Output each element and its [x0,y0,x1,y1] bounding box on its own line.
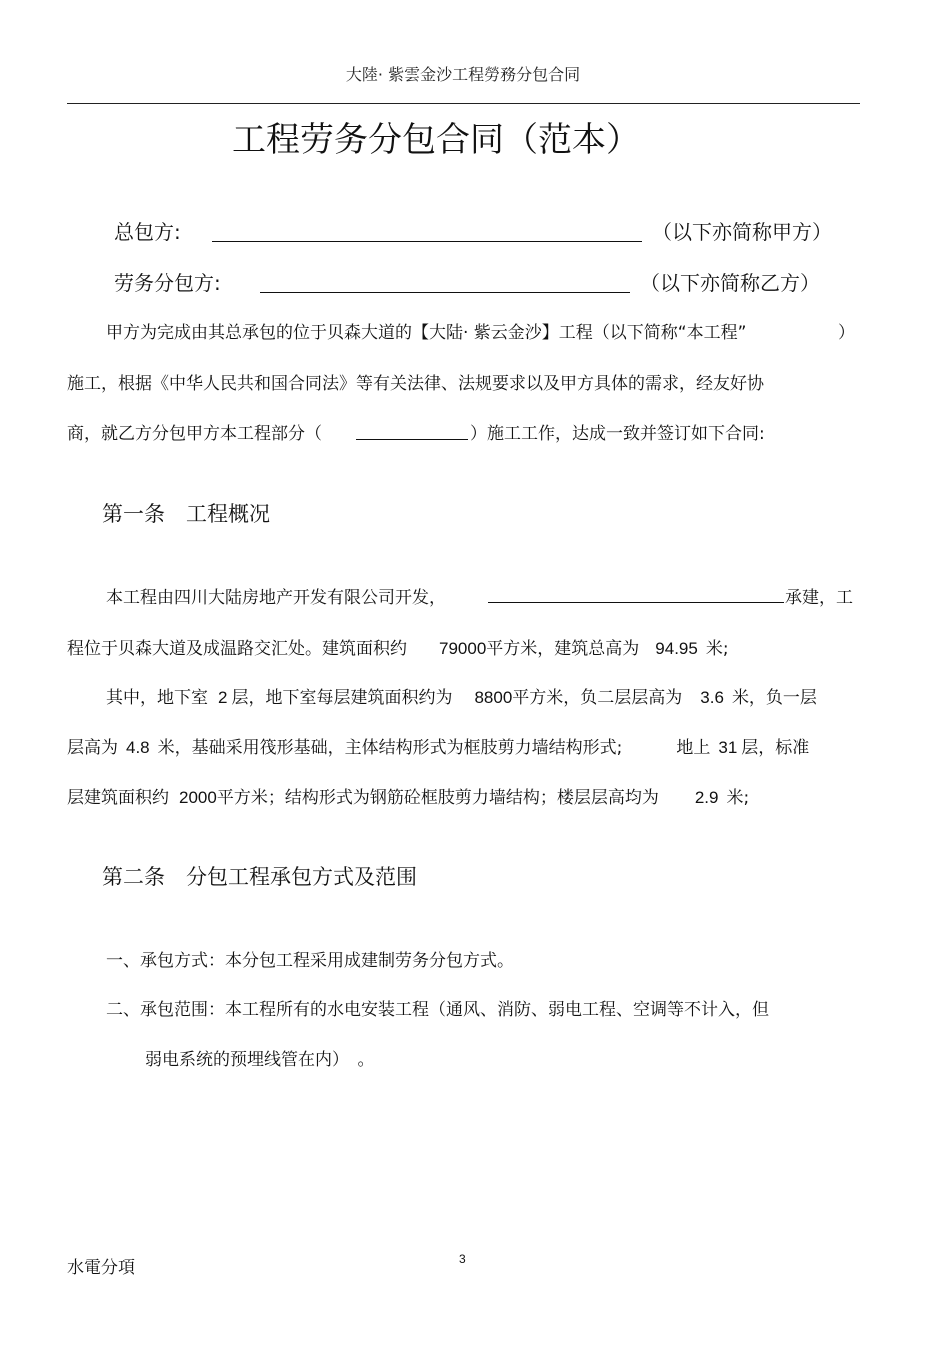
builder-field[interactable] [488,584,784,603]
general-contractor-label: 总包方: [114,220,181,244]
general-contractor-field[interactable] [212,220,642,242]
article-1-heading: 第一条 工程概况 [102,502,270,526]
running-header: 大陸· 紫雲金沙工程勞務分包合同 [345,65,581,84]
subcontractor-label: 劳务分包方: [114,271,221,295]
a2-item-1: 一、承包方式：本分包工程采用成建制劳务分包方式。 [106,951,514,971]
a2-item-2-line2: 弱电系统的预埋线管在内） 。 [145,1050,375,1070]
a1-p1-line1-start: 本工程由四川大陆房地产开发有限公司开发， [106,588,446,608]
intro-line-3-start: 商，就乙方分包甲方本工程部分（ [67,424,322,444]
subcontractor-field[interactable] [260,271,630,293]
total-height-value: 94.95 [655,639,698,658]
document-title: 工程劳务分包合同（范本） [232,120,640,160]
intro-line-1-close: ） [838,323,855,343]
page-number: 3 [459,1252,466,1266]
a1-p1-line2: 程位于贝森大道及成温路交汇处。建筑面积约 79000平方米，建筑总高为 94.95 米; [67,639,729,659]
intro-line-2: 施工，根据《中华人民共和国合同法》等有关法律、法规要求以及甲方具体的需求，经友好协 [67,374,764,394]
a1-p1-line1-end: 承建，工 [785,588,853,608]
subcontractor-alias: （以下亦简称乙方） [640,271,820,295]
general-contractor-alias: （以下亦简称甲方） [652,220,832,244]
article-2-heading: 第二条 分包工程承包方式及范围 [102,865,417,889]
intro-line-1: 甲方为完成由其总承包的位于贝森大道的【大陆· 紫云金沙】工程（以下简称“本工程” [106,323,747,343]
a1-p2-line2: 层高为 4.8 米，基础采用筏形基础，主体结构形式为框肢剪力墙结构形式; 地上 31 层，标准 [67,738,810,758]
header-divider [67,103,860,104]
a2-item-2-line1: 二、承包范围：本工程所有的水电安装工程（通风、消防、弱电工程、空调等不计入，但 [106,1000,769,1020]
building-area-value: 79000 [439,639,487,658]
footer-section-label: 水電分項 [67,1258,135,1278]
intro-line-3-end: ）施工工作，达成一致并签订如下合同: [470,424,765,444]
scope-blank-field[interactable] [356,420,468,440]
a1-p2-line1: 其中，地下室 2 层，地下室每层建筑面积约为 8800平方米，负二层层高为 3.6 米，负一层 [106,688,817,708]
a1-p2-line3: 层建筑面积约 2000平方米；结构形式为钢筋砼框肢剪力墙结构；楼层层高均为 2.9 米; [67,788,750,808]
